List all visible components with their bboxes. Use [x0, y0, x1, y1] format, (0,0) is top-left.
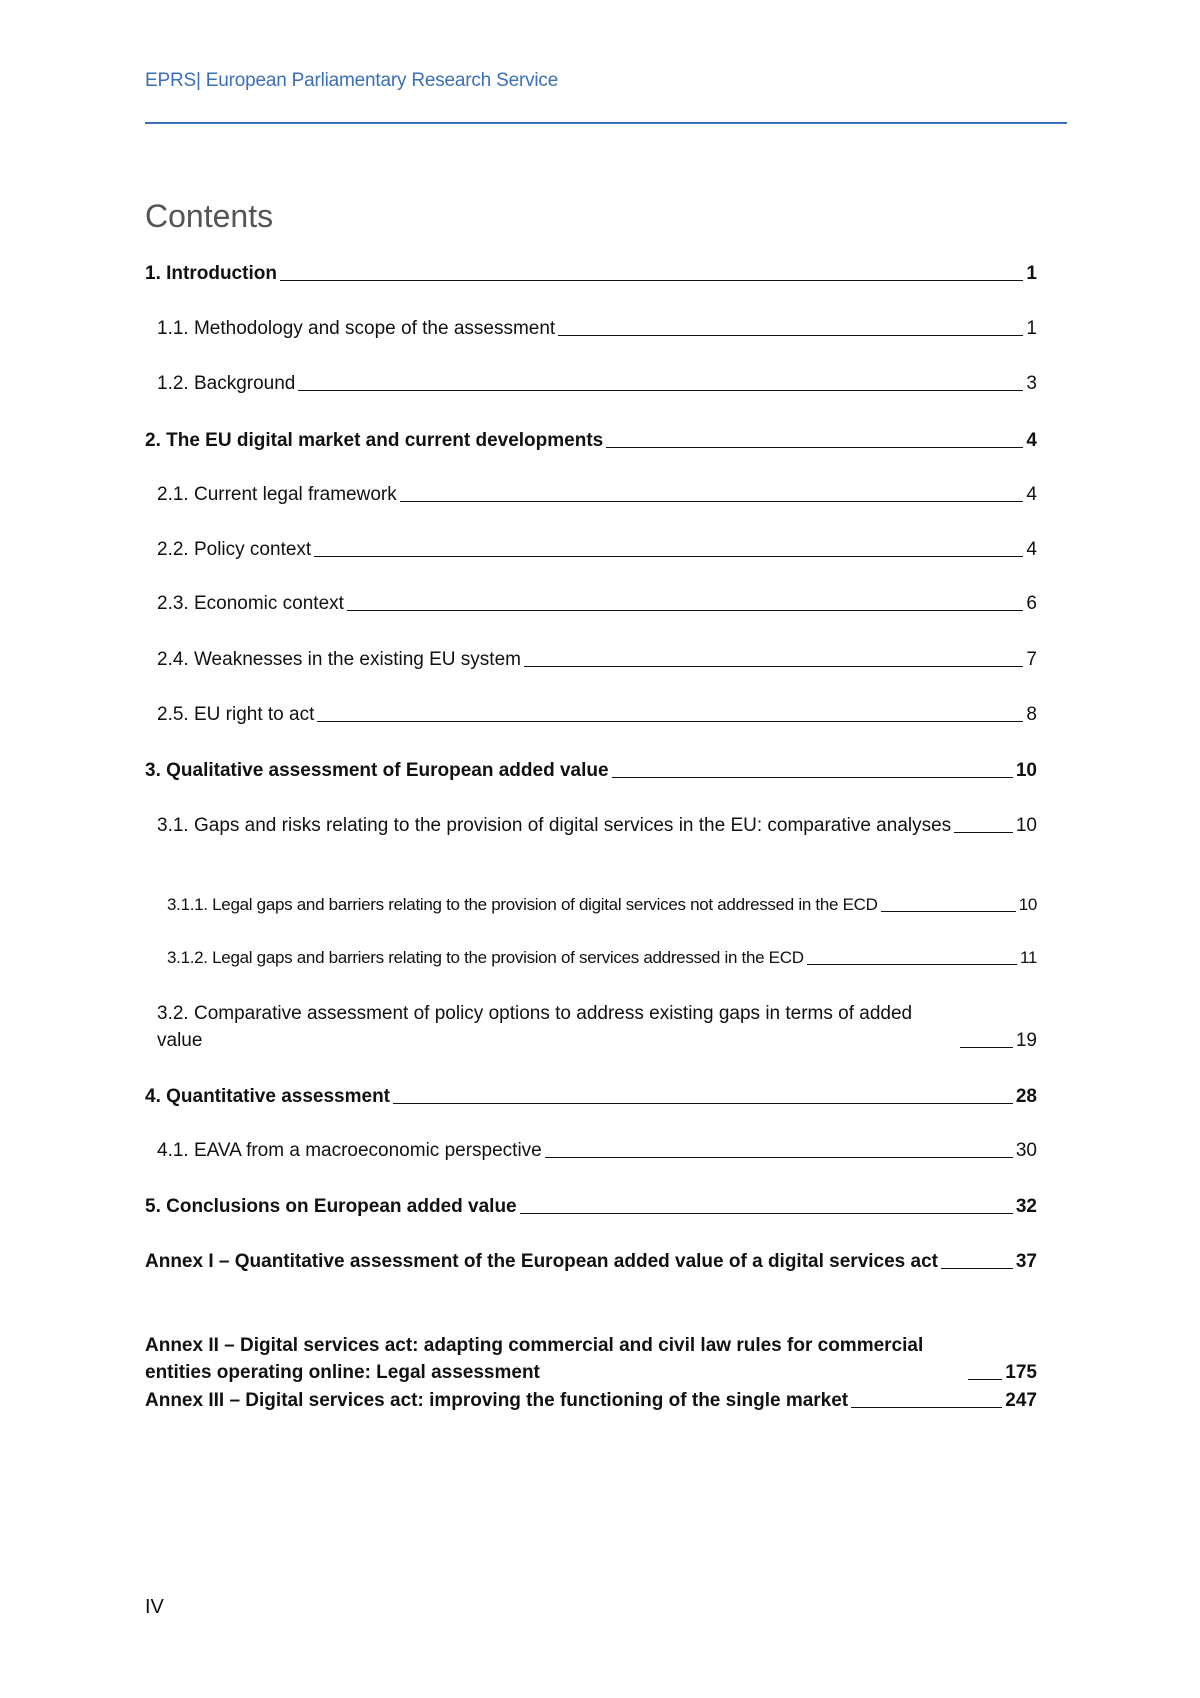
toc-entry-policy-context[interactable]: [145, 536, 1037, 563]
page-number: IV: [145, 1596, 164, 1618]
toc-entry-page: 19: [1015, 1030, 1037, 1051]
toc-entry-page: 37: [1015, 1251, 1037, 1272]
toc-entry-page: 8: [1026, 704, 1037, 725]
header-title: EPRS| European Parliamentary Research Service: [145, 70, 559, 91]
toc-entry-eu-digital-market[interactable]: [145, 427, 1037, 454]
toc-leader: [317, 721, 1023, 722]
toc-entry-text: Annex II – Digital services act: adapting commercial and civil law rules for commercial entities operating online: Legal assessment: [145, 1335, 924, 1383]
toc-entry-economic-context[interactable]: [145, 590, 1037, 617]
toc-entry-qualitative-assessment[interactable]: [145, 757, 1037, 784]
toc-entry-text: 2.5. EU right to act: [157, 704, 315, 725]
toc-entry-background[interactable]: [145, 370, 1037, 397]
toc-entry-annex-1[interactable]: [145, 1248, 1037, 1275]
toc-entry-text: 2.4. Weaknesses in the existing EU system: [157, 649, 521, 670]
toc-entry-page: 30: [1015, 1140, 1037, 1161]
toc-leader: [968, 1379, 1002, 1380]
toc-entry-text: 1.1. Methodology and scope of the assessment: [157, 318, 556, 339]
toc-entry-legal-gaps-addressed[interactable]: [145, 944, 1037, 971]
toc-entry-methodology[interactable]: [145, 315, 1037, 342]
toc-entry-page: 10: [1015, 760, 1037, 781]
toc-entry-text: 1.2. Background: [157, 373, 296, 394]
toc-leader: [558, 335, 1023, 336]
contents-title: Contents: [145, 198, 274, 234]
toc-entry-text: 3.2. Comparative assessment of policy options to address existing gaps in terms of added value: [157, 1003, 913, 1051]
toc-leader: [520, 1213, 1013, 1214]
toc-leader: [393, 1103, 1013, 1104]
toc-entry-page: 175: [1005, 1362, 1037, 1383]
toc-leader: [612, 777, 1013, 778]
toc-entry-policy-options[interactable]: [145, 1000, 1037, 1054]
toc-leader: [606, 447, 1023, 448]
toc-entry-text: 2.2. Policy context: [157, 539, 312, 560]
toc-entry-page: 10: [1015, 815, 1037, 836]
toc-leader: [954, 832, 1013, 833]
toc-entry-text: 2.1. Current legal framework: [157, 484, 397, 505]
header-rule: [145, 122, 1067, 124]
toc-entry-page: 28: [1015, 1086, 1037, 1107]
toc-entry-text: 5. Conclusions on European added value: [145, 1196, 517, 1217]
toc-leader: [851, 1407, 1002, 1408]
toc-entry-text: 3.1. Gaps and risks relating to the provision of digital services in the EU: comparative analyses: [157, 815, 952, 836]
toc-entry-text: 4. Quantitative assessment: [145, 1086, 390, 1107]
toc-entry-page: 11: [1019, 948, 1037, 967]
toc-leader: [280, 280, 1023, 281]
toc-leader: [298, 390, 1023, 391]
toc-entry-eava-macroeconomic[interactable]: [145, 1137, 1037, 1164]
toc-entry-conclusions[interactable]: [145, 1193, 1037, 1220]
toc-entry-legal-framework[interactable]: [145, 481, 1037, 508]
toc-entry-text: 3. Qualitative assessment of European added value: [145, 760, 609, 781]
toc-entry-introduction[interactable]: [145, 260, 1037, 287]
toc-leader: [960, 1047, 1013, 1048]
toc-entry-page: 1: [1026, 263, 1037, 284]
toc-leader: [400, 501, 1024, 502]
toc-entry-text: Annex III – Digital services act: improving the functioning of the single market: [145, 1390, 849, 1411]
toc-entry-text: 2.3. Economic context: [157, 593, 344, 614]
toc-entry-quantitative-assessment[interactable]: [145, 1083, 1037, 1110]
toc-leader: [347, 610, 1023, 611]
toc-entry-gaps-and-risks[interactable]: [145, 812, 1037, 839]
toc-entry-page: 6: [1026, 593, 1037, 614]
toc-entry-page: 4: [1026, 539, 1037, 560]
toc-entry-page: 7: [1026, 649, 1037, 670]
toc-entry-text: 2. The EU digital market and current developments: [145, 430, 604, 451]
toc-entry-page: 4: [1026, 430, 1037, 451]
toc-entry-weaknesses[interactable]: [145, 646, 1037, 673]
toc-entry-legal-gaps-not-addressed[interactable]: [145, 891, 1037, 918]
toc-entry-page: 1: [1026, 318, 1037, 339]
toc-entry-page: 10: [1018, 895, 1037, 914]
toc-entry-page: 3: [1026, 373, 1037, 394]
toc-leader: [807, 964, 1017, 965]
toc-entry-annex-2[interactable]: [145, 1332, 1037, 1386]
toc-entry-text: Annex I – Quantitative assessment of the European added value of a digital services act: [145, 1251, 938, 1272]
toc-entry-text: 3.1.2. Legal gaps and barriers relating to the provision of services addressed in the ECD: [167, 948, 804, 967]
toc-leader: [545, 1157, 1013, 1158]
toc-entry-text: 1. Introduction: [145, 263, 277, 284]
toc-entry-page: 32: [1015, 1196, 1037, 1217]
toc-entry-text: 4.1. EAVA from a macroeconomic perspective: [157, 1140, 542, 1161]
toc-entry-text: 3.1.1. Legal gaps and barriers relating to the provision of digital services not addressed in the ECD: [167, 895, 878, 914]
toc-leader: [524, 666, 1023, 667]
toc-leader: [881, 911, 1016, 912]
toc-entry-page: 4: [1026, 484, 1037, 505]
toc-leader: [941, 1268, 1013, 1269]
toc-entry-page: 247: [1005, 1390, 1037, 1411]
toc-entry-annex-3[interactable]: [145, 1387, 1037, 1414]
toc-leader: [314, 556, 1023, 557]
toc-entry-right-to-act[interactable]: [145, 701, 1037, 728]
